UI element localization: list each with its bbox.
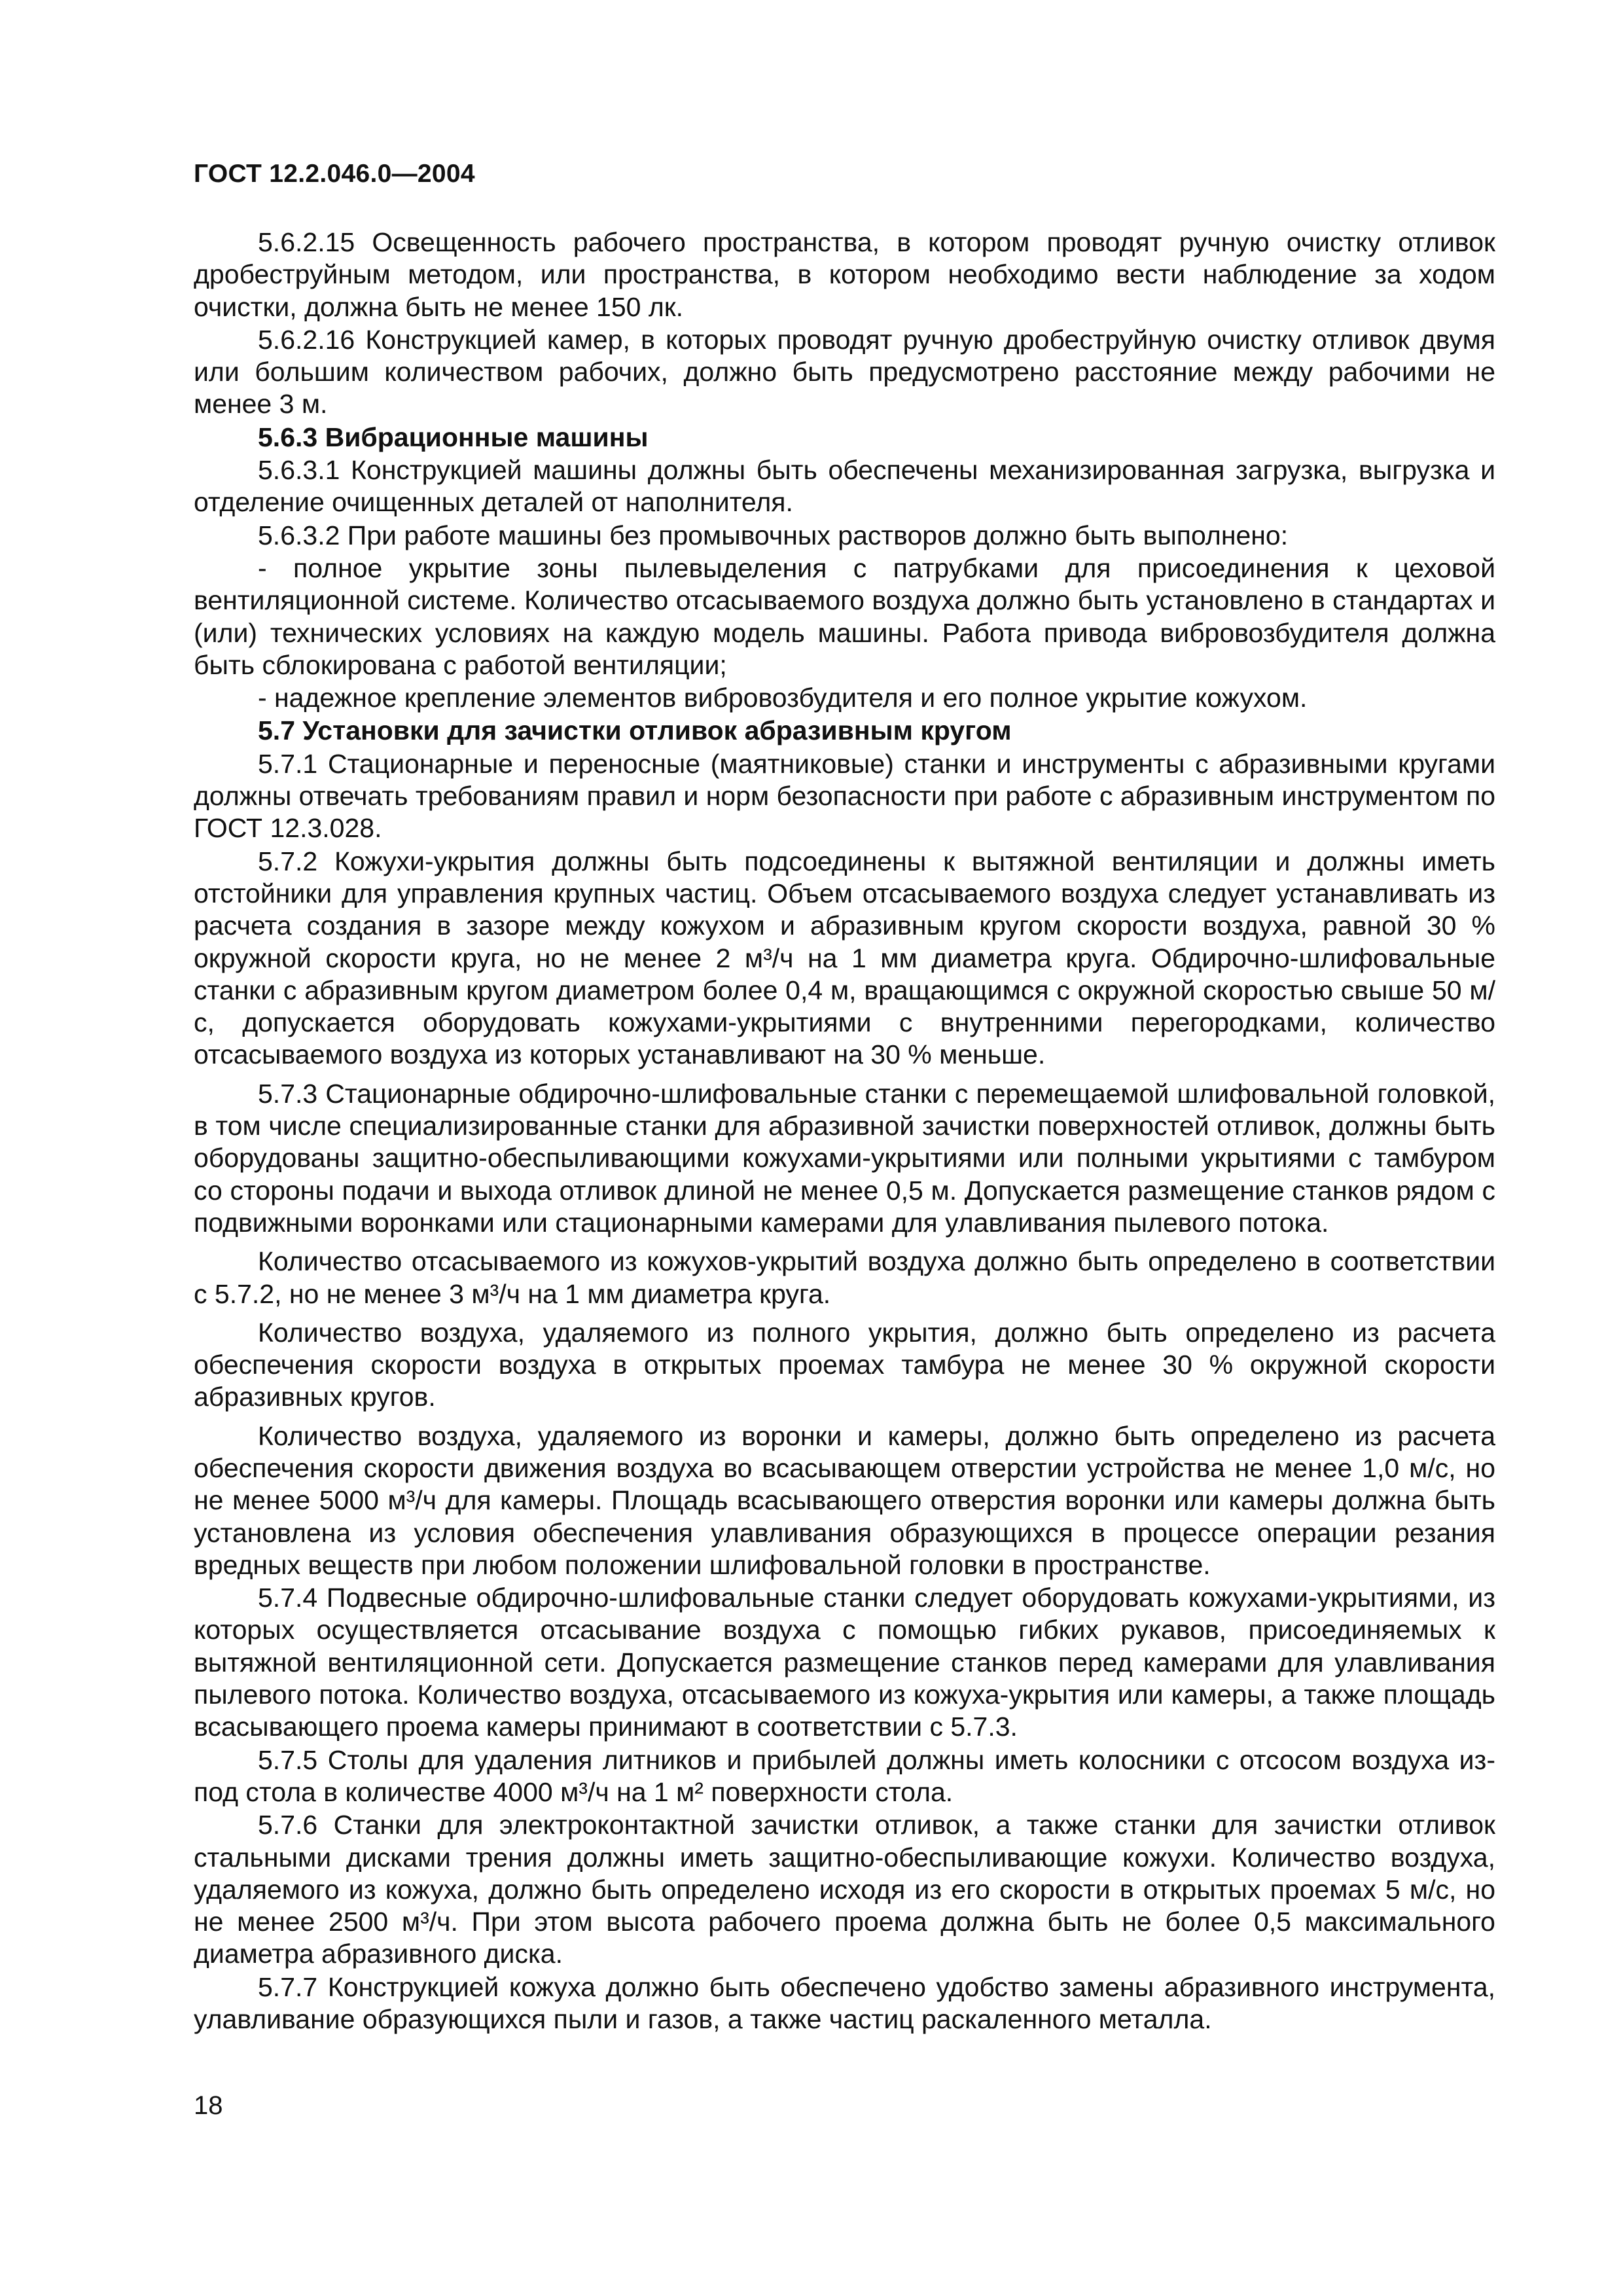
paragraph-casing-air-volume: Количество отсасываемого из кожухов-укрытий воздуха должно быть определено в соответствии с 5.7.2, но не менее 3 м³/ч на 1 мм диаметра круга. bbox=[194, 1246, 1495, 1309]
list-item-dust-enclosure: - полное укрытие зоны пылевыделения с патрубками для присоединения к цеховой вентиляционной системе. Количество отсасываемого воздуха должно быть установлено в стандартах и (или) технических условиях на каждую модель машины. Работа привода вибровозбудителя должна быть сблокирована с работой вентиляции; bbox=[194, 552, 1495, 680]
section-heading-5-7: 5.7 Установки для зачистки отливок абразивным кругом bbox=[258, 715, 1012, 746]
paragraph-5-7-7: 5.7.7 Конструкцией кожуха должно быть обеспечено удобство замены абразивного инструмента, улавливание образующихся пыли и газов, а также частиц раскаленного металла. bbox=[194, 1971, 1495, 2035]
paragraph-full-enclosure-air: Количество воздуха, удаляемого из полного укрытия, должно быть определено из расчета обеспечения скорости воздуха в открытых проемах тамбура не менее 30 % окружной скорости абразивных кругов. bbox=[194, 1317, 1495, 1412]
document-header: ГОСТ 12.2.046.0—2004 bbox=[194, 160, 475, 188]
paragraph-5-6-3-1: 5.6.3.1 Конструкцией машины должны быть обеспечены механизированная загрузка, выгрузка и отделение очищенных деталей от наполнителя. bbox=[194, 455, 1495, 518]
document-body bbox=[194, 226, 1495, 2036]
paragraph-5-7-1: 5.7.1 Стационарные и переносные (маятниковые) станки и инструменты с абразивными кругами должны отвечать требованиям правил и норм безопасности при работе с абразивным инструментом по ГОСТ 12.3.028. bbox=[194, 748, 1495, 844]
list-item-vibrator-mounting: - надежное крепление элементов вибровозбудителя и его полное укрытие кожухом. bbox=[258, 683, 1308, 713]
paragraph-5-6-2-15: 5.6.2.15 Освещенность рабочего пространства, в котором проводят ручную очистку отливок дробеструйным методом, или пространства, в котором необходимо вести наблюдение за ходом очистки, должна быть не менее 150 лк. bbox=[194, 227, 1495, 322]
page-number: 18 bbox=[194, 2091, 223, 2120]
paragraph-5-7-6: 5.7.6 Станки для электроконтактной зачистки отливок, а также станки для зачистки отливок стальными дисками трения должны иметь защитно-обеспыливающие кожухи. Количество воздуха, удаляемого из кожуха, должно быть определено исходя из его скорости в открытых проемах 5 м/с, но не менее 2500 м³/ч. При этом высота рабочего проема должна быть не более 0,5 максимального диаметра абразивного диска. bbox=[194, 1810, 1495, 1969]
paragraph-5-7-2: 5.7.2 Кожухи-укрытия должны быть подсоединены к вытяжной вентиляции и должны иметь отстойники для управления крупных частиц. Объем отсасываемого воздуха следует устанавливать из расчета создания в зазоре между кожухом и абразивным кругом скорости воздуха, равной 30 % окружной скорости круга, но не менее 2 м³/ч на 1 мм диаметра круга. Обдирочно-шлифовальные станки с абразивным кругом диаметром более 0,4 м, вращающимся с окружной скоростью свыше 50 м/с, допускается оборудовать кожухами-укрытиями с внутренними перегородками, количество отсасываемого воздуха из которых устанавливают на 30 % меньше. bbox=[194, 846, 1495, 1070]
paragraph-5-7-3: 5.7.3 Стационарные обдирочно-шлифовальные станки с перемещаемой шлифовальной головкой, в том числе специализированные станки для абразивной зачистки поверхностей отливок, должны быть оборудованы защитно-обеспыливающими кожухами-укрытиями или полными укрытиями с тамбуром со стороны подачи и выхода отливок длиной не менее 0,5 м. Допускается размещение станков рядом с подвижными воронками или стационарными камерами для улавливания пылевого потока. bbox=[194, 1078, 1495, 1238]
paragraph-5-6-3-2: 5.6.3.2 При работе машины без промывочных растворов должно быть выполнено: bbox=[258, 520, 1289, 550]
paragraph-5-7-4: 5.7.4 Подвесные обдирочно-шлифовальные станки следует оборудовать кожухами-укрытиями, из которых осуществляется отсасывание воздуха с помощью гибких рукавов, присоединяемых к вытяжной вентиляционной сети. Допускается размещение станков перед камерами для улавливания пылевого потока. Количество воздуха, отсасываемого из кожуха-укрытия или камеры, а также площадь всасывающего проема камеры принимают в соответствии с 5.7.3. bbox=[194, 1583, 1495, 1742]
paragraph-5-6-2-16: 5.6.2.16 Конструкцией камер, в которых проводят ручную дробеструйную очистку отливок двумя или большим количеством рабочих, должно быть предусмотрено расстояние между рабочими не менее 3 м. bbox=[194, 324, 1495, 420]
paragraph-funnel-chamber-air: Количество воздуха, удаляемого из воронки и камеры, должно быть определено из расчета обеспечения скорости движения воздуха во всасывающем отверстии устройства не менее 1,0 м/с, но не менее 5000 м³/ч для камеры. Площадь всасывающего отверстия воронки или камеры должна быть установлена из условия обеспечения улавливания образующихся в процессе операции резания вредных веществ при любом положении шлифовальной головки в пространстве. bbox=[194, 1420, 1495, 1580]
paragraph-5-7-5: 5.7.5 Столы для удаления литников и прибылей должны иметь колосники с отсосом воздуха из-под стола в количестве 4000 м³/ч на 1 м² поверхности стола. bbox=[194, 1744, 1495, 1807]
section-heading-5-6-3: 5.6.3 Вибрационные машины bbox=[258, 422, 649, 452]
